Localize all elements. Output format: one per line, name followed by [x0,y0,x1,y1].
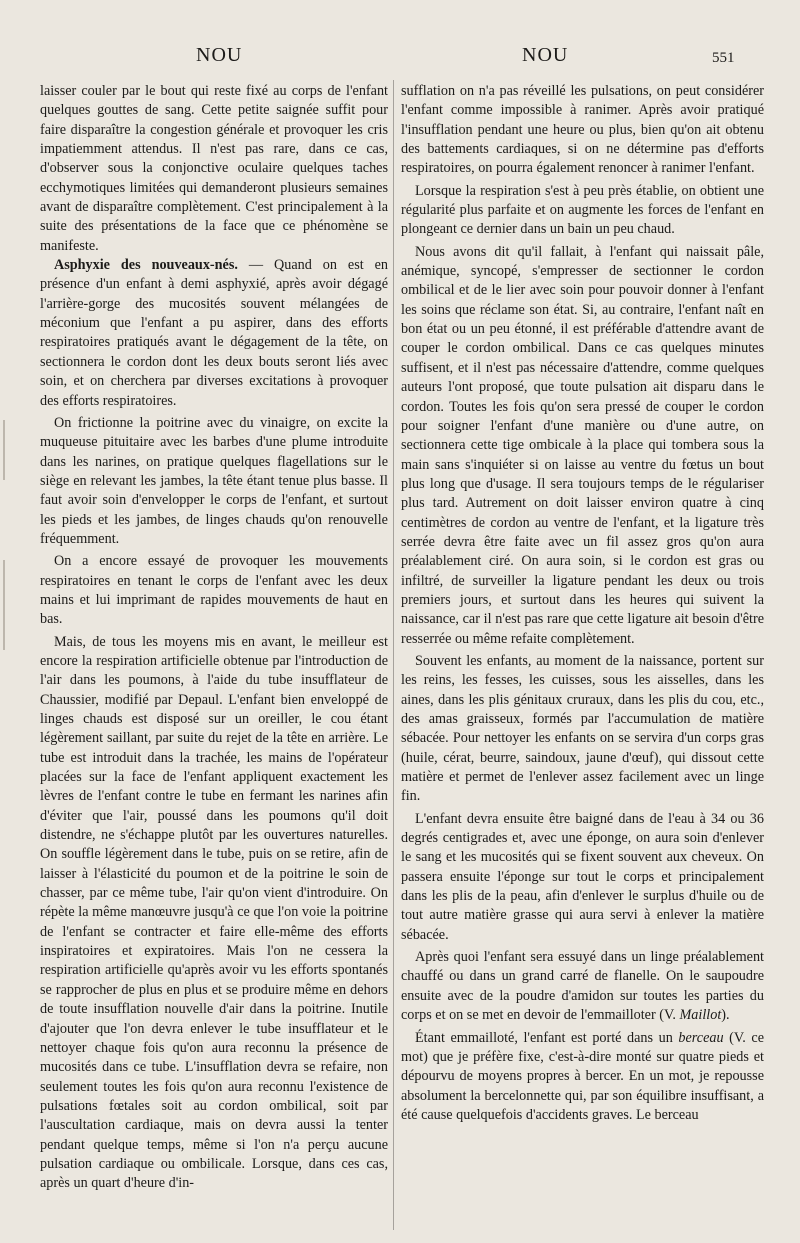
column-rule [393,80,394,1230]
paragraph: Mais, de tous les moyens mis en avant, le meilleur est encore la respiration artificielle obtenue par l'introduction de l'air dans les poumons, à l'aide du tube insufflateur de Chaussier, modifié par Depaul. L'enfant bien enveloppé de linges chauds est disposé sur un oreiller, le cou étant légèrement saillant, par suite du rejet de la tête en arrière. Le tube est introduit dans la trachée, les mains de l'opérateur placées sur la face de l'enfant appliquent exactement les lèvres de l'enfant contre le tube en fermant les narines afin d'éviter que l'air, poussé dans les poumons qu'il doit distendre, ne s'échappe plutôt par les ouvertures naturelles. On souffle légèrement dans le tube, puis on se retire, afin de laisser à l'élasticité du poumon et de la poitrine le soin de chasser, par ce même tube, l'air qu'on vient d'introduire. On répète la même manœuvre jusqu'à ce que l'on voie la poitrine de l'enfant se contracter et faire elle-même des efforts inspiratoires et expiratoires. Mais l'on ne cessera la respiration artificielle qu'après avoir vu les efforts spontanés se rapprocher de plus en plus et se produire même en dehors de toute insufflation nouvelle d'air dans la poitrine. Inutile d'ajouter que l'on devra enlever le tube insufflateur et le nettoyer chaque fois qu'on aura reconnu la présence de mucosités dans ce tube. L'insufflation devra se refaire, non seulement toutes les fois qu'on aura reconnu l'existence de pulsations fœtales soit au cordon ombilical, soit par l'auscultation cardiaque, mais on devra aussi la tenter pendant quelque temps, même si l'on n'a perçu aucune pulsation cardiaque ou ombilicale. Lorsque, dans ces cas, après un quart d'heure d'in- [40,633,388,1192]
running-head-left: NOU [196,44,243,66]
running-head [0,44,800,72]
right-column [401,82,764,1232]
paragraph-text: Étant emmailloté, l'enfant est porté dans un [415,1029,679,1046]
paragraph-text: ). [721,1007,730,1024]
paragraph: sufflation on n'a pas réveillé les pulsations, on peut considérer l'enfant comme impossible à ranimer. Après avoir pratiqué l'insufflation pendant une heure ou plus, bien qu'on ait obtenu des battements cardiaques, si on ne détermine pas d'efforts respiratoires, on pourra également renoncer à ranimer l'enfant. [401,83,764,177]
running-head-right: NOU [522,44,569,66]
paragraph: L'enfant devra ensuite être baigné dans de l'eau à 34 ou 36 degrés centigrades et, avec une éponge, on aura soin d'enlever le sang et les mucosités qui se fixent souvent aux cheveux. On passera ensuite l'éponge sur tout le corps et principalement dans les plis de la peau, afin d'enlever le surplus d'huile ou de tout autre matière grasse qui aura servi à enlever la matière sébacée. [401,810,764,943]
section-heading: Asphyxie des nouveaux-nés. [54,257,238,274]
paragraph-text: Après quoi l'enfant sera essuyé dans un linge préalablement chauffé ou dans un grand carré de flanelle. On le saupoudre ensuite avec de la poudre d'amidon sur toutes les parties du corps et on se met en devoir de l'emmailloter (V. [401,949,764,1024]
paragraph: Lorsque la respiration s'est à peu près établie, on obtient une régularité plus parfaite et on augmente les forces de l'enfant en plongeant ce dernier dans un bain un peu chaud. [401,182,764,238]
cross-reference: Maillot [679,1007,722,1024]
paragraph-text: (V. ce mot) que je préfère fixe, c'est-à-dire monté sur quatre pieds et dépourvu de moyens propres à bercer. En un mot, je repousse absolument la bercelonnette qui, par son équilibre insuffisant, a été cause quelquefois d'accidents graves. Le berceau [401,1029,764,1123]
paragraph [401,948,764,1025]
paragraph: Nous avons dit qu'il fallait, à l'enfant qui naissait pâle, anémique, syncopé, s'empresser de sectionner le cordon ombilical et de le lier avec soin pour pouvoir donner à l'enfant les soins que réclame son état. Si, au contraire, l'enfant naît en bon état ou un peu étonné, il est préférable d'attendre avant de couper le cordon ombilical. Dans ce cas quelques minutes suffisent, et il n'est pas nécessaire d'attendre, comme quelques auteurs l'ont proposé, que toute pulsation ait disparu dans le cordon. Toutes les fois qu'on sera pressé de couper le cordon pour soigner l'enfant d'une manière ou d'une autre, on sectionnera cette tige ombicale à la place qui tombera sous la main sans s'inquiéter si on laisse au ventre du fœtus un bout plus long que d'usage. Il sera toujours temps de le régulariser plus tard. Autrement on doit laisser environ quatre à cinq centimètres de cordon au ventre de l'enfant, et la ligature très serrée devra être faite avec un fil assez gros qu'on aura préalablement ciré. On aura soin, si le cordon est gras ou infiltré, de surveiller la ligature pendant les deux ou trois premiers jours, et surtout dans les heures qui suivent la naissance, car il n'est pas rare que cette ligature ait besoin d'être resserrée ou même refaite complètement. [401,243,764,647]
cross-reference: berceau [678,1029,724,1046]
scan-edge-mark [3,420,5,480]
page-number: 551 [712,50,735,66]
paragraph-text: — Quand on est en présence d'un enfant à demi asphyxié, après avoir dégagé l'arrière-gorge des mucosités souvent mélangées de méconium que l'enfant a pu aspirer, dans des efforts respiratoires pratiqués avant le dégagement de la tête, on sectionnera le cordon dont les deux bouts seront liés avec soin, et on cherchera par diverses excitations à provoquer des efforts respiratoires. [40,257,388,409]
paragraph: On frictionne la poitrine avec du vinaigre, on excite la muqueuse pituitaire avec les barbes d'une plume introduite dans les narines, on pratique quelques flagellations sur le siège en relevant les jambes, la tête étant tenue plus basse. Il faut avoir soin d'envelopper le corps de l'enfant, et surtout les pieds et les jambes, de linges chauds qu'on renouvelle fréquemment. [40,414,388,547]
paragraph: Souvent les enfants, au moment de la naissance, portent sur les reins, les fesses, les cuisses, sous les aisselles, dans les aines, dans les plis génitaux cruraux, dans les plis du cou, etc., des amas graisseux, formés par l'accumulation de matière sébacée. Pour nettoyer les enfants on se servira d'un corps gras (huile, cérat, beurre, saindoux, jaune d'œuf), qui dissout cette matière et permet de l'enlever assez facilement avec un linge fin. [401,652,764,805]
paragraph [401,1029,764,1126]
left-column [40,82,388,1232]
scan-edge-mark [3,560,5,650]
paragraph: laisser couler par le bout qui reste fixé au corps de l'enfant quelques gouttes de sang. Cette petite saignée suffit pour faire disparaître la congestion générale et provoquer les cris impatiemment attendus. Il n'est pas rare, dans ce cas, d'observer sous la conjonctive oculaire quelques taches ecchymotiques limitées qui demanderont plusieurs semaines avant de disparaître complètement. C'est principalement à la suite des présentations de la face que ce phénomène se manifeste. [40,83,388,254]
paragraph-asphyxie [40,256,388,411]
paragraph: On a encore essayé de provoquer les mouvements respiratoires en tenant le corps de l'enfant avec les deux mains et lui imprimant de rapides mouvements de haut en bas. [40,553,388,628]
